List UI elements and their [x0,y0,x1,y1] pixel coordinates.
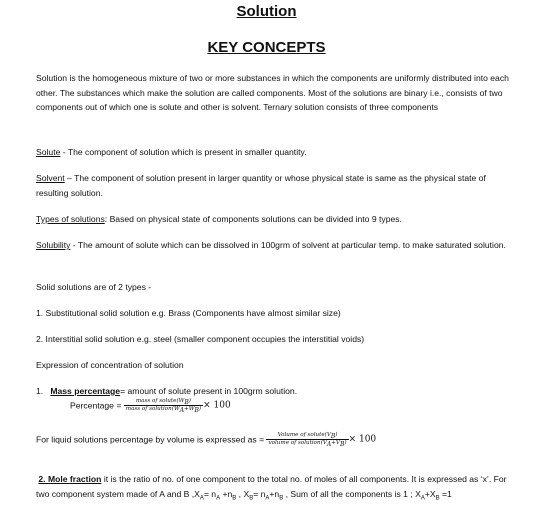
solid-types-line: Solid solutions are of 2 types - [36,282,152,292]
solvent-definition [36,171,518,200]
mass-percentage-formula [70,398,370,413]
times-100: × 100 [348,434,377,445]
mole-fraction-term: Mole fraction [45,474,102,484]
mass-percentage-number: 1. [36,386,44,396]
mass-percentage-text: = amount of solute present in 100grm solution. [120,386,298,396]
types-text: : Based on physical state of components solutions can be divided into 9 types. [104,214,402,224]
intro-paragraph: Solution is the homogeneous mixture of two or more substances in which the components are uniformly distributed into each other. The substances which make the solution are called components. Most of the solutions are binary i.e., consists of two components out of which one is solute and other is solvent. Ternary solution consists of three components [36,73,509,112]
mass-percentage-line [36,384,518,399]
mole-fraction-paragraph: 2. Mole fraction it is the ratio of no. of one component to the total no. of moles of all components. It is expressed as ‘x’. For two component system made of A and B $,X_A= n_A +n_B$ , $X_B= n_A+n_B$ , Sum of all the components is 1 ; $X_A+X_B =1$ [36,474,507,502]
solvent-term: Solvent [36,173,65,183]
volume-fraction-numerator: Volume of solute(V [277,432,331,439]
volume-fraction: $\frac{Volume of solute(V_B)}{volume of solution(V_A+V_B)}$ [268,432,347,449]
formula-lhs: Percentage = [70,400,124,411]
types-definition [36,212,518,227]
mass-fraction-denominator: mass of solution(W [125,406,180,413]
expression-heading: Expression of concentration of solution [36,360,184,370]
solute-term: Solute [36,147,61,157]
solubility-definition [36,238,518,253]
page-title: Solution [236,3,297,20]
volume-fraction-denominator: volume of solution(V [268,440,327,447]
volume-percentage-text: For liquid solutions percentage by volume is expressed as = [36,434,267,445]
solubility-term: Solubility [36,240,71,250]
list-item-interstitial: 2. Interstitial solid solution e.g. steel (smaller component occupies the interstitial voids) [36,334,365,344]
solute-definition [36,145,518,160]
mole-fraction-tail: , Sum of all the components is 1 ; X [285,488,421,499]
types-term: Types of solutions [36,214,105,224]
volume-percentage-line [36,432,518,447]
mole-fraction-text: it is the ratio of no. of one component to the total no. of moles of all components. It is expressed as ‘x’. For two component system made of A and B ,X [36,474,507,499]
mass-fraction: $\frac{mass of solute(W_B)}{mass of solution(W_A+W_B)}$ [125,398,202,415]
mass-fraction-numerator: mass of solute [135,398,177,405]
times-100: × 100 [203,400,231,411]
solvent-text: – The component of solution present in larger quantity or whose physical state is same as the physical state of resulting solution. [36,173,486,198]
mass-percentage-term: Mass percentage [50,386,121,396]
solute-text: - The component of solution which is present in smaller quantity. [60,147,307,157]
list-item-substitutional: 1. Substitutional solid solution e.g. Brass (Components have almost similar size) [36,308,341,318]
mole-fraction-number: 2. [38,474,46,484]
section-heading: KEY CONCEPTS [207,39,326,56]
solubility-text: - The amount of solute which can be dissolved in 100grm of solvent at particular temp. to make saturated solution. [70,240,506,250]
